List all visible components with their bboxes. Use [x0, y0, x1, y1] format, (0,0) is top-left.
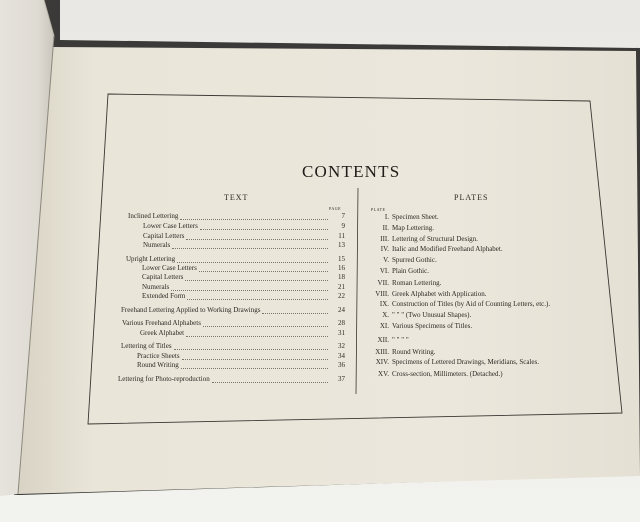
plate-entry-title: Various Specimens of Titles.: [392, 322, 473, 330]
text-entry-page: 22: [338, 292, 345, 300]
plate-column-label: PLATE: [371, 207, 386, 212]
plate-entry-title: Cross-section, Millimeters. (Detached.): [392, 370, 503, 378]
dot-leader: [212, 375, 328, 383]
dot-leader: [200, 222, 328, 230]
plate-entry-title: " " " ": [392, 336, 409, 344]
dot-leader: [187, 292, 328, 300]
text-entry-label: Round Writing: [137, 361, 179, 369]
text-entry-label: Lower Case Letters: [143, 222, 198, 230]
dot-leader: [185, 273, 328, 281]
plate-entry-title: Map Lettering.: [392, 224, 434, 232]
plate-entry-number: I.: [384, 213, 389, 221]
dot-leader: [186, 329, 328, 337]
text-entry-page: 21: [338, 283, 345, 291]
text-entry-label: Lettering of Titles: [121, 342, 172, 350]
plate-entry-title: Greek Alphabet with Application.: [392, 290, 487, 298]
text-entry-page: 11: [338, 232, 345, 240]
plate-entry-title: " " " (Two Unusual Shapes).: [392, 311, 472, 319]
plate-entry-number: XII.: [377, 336, 389, 344]
plate-entry-title: Roman Lettering.: [392, 279, 442, 287]
text-entry-label: Capital Letters: [143, 232, 185, 240]
dot-leader: [203, 319, 328, 327]
text-entry-page: 31: [338, 329, 345, 337]
dot-leader: [199, 264, 328, 272]
plate-entry-title: Specimen Sheet.: [392, 213, 439, 221]
dot-leader: [262, 306, 328, 314]
text-entry-page: 9: [341, 222, 345, 230]
plate-entry-number: VIII.: [375, 290, 389, 298]
plate-entry-number: IX.: [379, 300, 389, 308]
text-entry-page: 7: [341, 212, 345, 220]
dot-leader: [180, 212, 328, 220]
text-entry-label: Practice Sheets: [137, 352, 180, 360]
text-entry-page: 36: [338, 361, 345, 369]
text-entry-label: Extended Form: [142, 292, 186, 300]
text-entry-label: Lower Case Letters: [142, 264, 197, 272]
contents-title: CONTENTS: [302, 162, 401, 181]
plate-entry-title: Specimens of Lettered Drawings, Meridians, Scales.: [392, 358, 539, 366]
plate-entry-number: IV.: [380, 245, 389, 253]
text-entry-label: Numerals: [142, 283, 170, 291]
plate-entry-title: Round Writing.: [392, 348, 436, 356]
text-entry-label: Upright Lettering: [126, 255, 176, 263]
text-entry-page: 13: [338, 241, 345, 249]
text-column-heading: TEXT: [224, 193, 249, 202]
plate-entry-number: X.: [382, 311, 389, 319]
text-entry-page: 24: [338, 306, 345, 314]
plate-entry-number: III.: [380, 235, 389, 243]
text-entry-label: Freehand Lettering Applied to Working Drawings: [121, 306, 261, 314]
plate-entry-title: Lettering of Structural Design.: [392, 235, 478, 243]
text-entry-page: 16: [338, 264, 345, 272]
dot-leader: [182, 352, 328, 360]
text-entry-label: Numerals: [143, 241, 171, 249]
plates-column-heading: PLATES: [454, 193, 489, 202]
plate-entry-title: Construction of Titles (by Aid of Counting Letters, etc.).: [392, 300, 551, 308]
plate-entry-number: VII.: [377, 279, 389, 287]
plate-entry-number: II.: [382, 224, 389, 232]
plate-entry-title: Spurred Gothic.: [392, 256, 437, 264]
plate-entry-title: Italic and Modified Freehand Alphabet.: [392, 245, 503, 253]
dot-leader: [181, 361, 328, 369]
text-entry-page: 37: [338, 375, 345, 383]
dot-leader: [174, 342, 328, 350]
text-entry-page: 28: [338, 319, 345, 327]
dot-leader: [172, 241, 328, 249]
plate-entry-number: V.: [383, 256, 389, 264]
dot-leader: [186, 232, 328, 240]
text-entry-page: 34: [338, 352, 345, 360]
dot-leader: [177, 255, 328, 263]
plate-entry-title: Plain Gothic.: [392, 267, 429, 275]
text-entry-page: 32: [338, 342, 345, 350]
text-entry-label: Lettering for Photo-reproduction: [118, 375, 210, 383]
plate-entry-number: XI.: [379, 322, 389, 330]
plate-entry-number: XIV.: [375, 358, 389, 366]
page-column-label: PAGE: [329, 206, 342, 211]
plate-entry-number: XIII.: [375, 348, 389, 356]
text-entry-label: Capital Letters: [142, 273, 184, 281]
text-entry-label: Various Freehand Alphabets: [122, 319, 201, 327]
plate-entry-number: XV.: [378, 370, 389, 378]
text-entry-page: 18: [338, 273, 345, 281]
dot-leader: [171, 283, 328, 291]
plate-entry-number: VI.: [379, 267, 389, 275]
text-entry-page: 15: [338, 255, 345, 263]
text-entry-label: Greek Alphabet: [140, 329, 185, 337]
text-entry-label: Inclined Lettering: [128, 212, 179, 220]
